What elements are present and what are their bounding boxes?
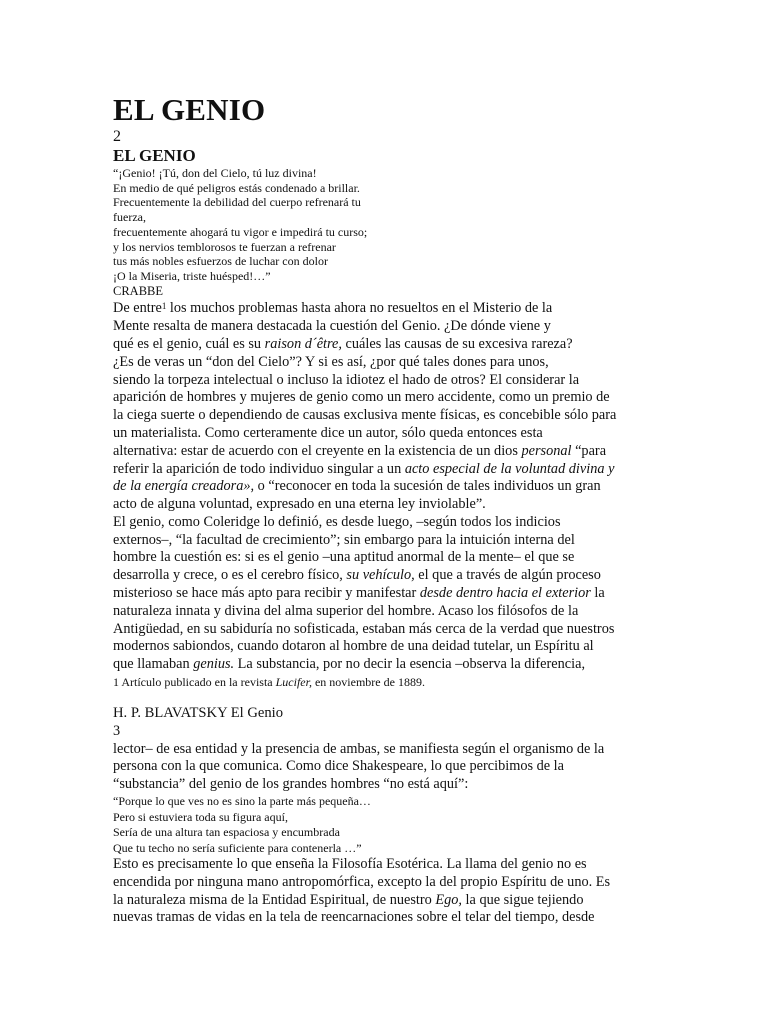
poem-line: Que tu techo no sería suficiente para contenerla …” <box>113 840 362 855</box>
footnote <box>113 674 653 690</box>
text: De entre <box>113 300 162 317</box>
text-line: nuevas tramas de vidas en la tela de reencarnaciones sobre el telar del tiempo, desde <box>113 909 595 926</box>
poem-line: tus más nobles esfuerzos de luchar con dolor <box>113 254 328 269</box>
poem-line: frecuentemente ahogará tu vigor e impedirá tu curso; <box>113 224 368 239</box>
text: misterioso se hace más apto para recibir y manifestar <box>113 585 420 602</box>
text-line: Esto es precisamente lo que enseña la Filosofía Esotérica. La llama del genio no es <box>113 856 587 873</box>
text-line: Mente resalta de manera destacada la cuestión del Genio. ¿De dónde viene y <box>113 318 551 335</box>
text-line: externos–, “la facultad de crecimiento”; sin embargo para la intuición interna del <box>113 531 575 548</box>
quoted-poem <box>113 794 653 856</box>
text: cuáles las causas de su excesiva rareza? <box>341 335 573 352</box>
text-line: la ciega suerte o dependiendo de causas exclusiva mente físicas, es concebible sólo para <box>113 407 617 424</box>
section-title: EL GENIO <box>113 146 196 165</box>
text-line: lector– de esa entidad y la presencia de ambas, se manifiesta según el organismo de la <box>113 740 605 757</box>
text: que llamaban <box>113 656 194 673</box>
italic-text: personal <box>521 442 572 459</box>
document-page <box>113 92 653 927</box>
text-line: aparición de hombres y mujeres de genio como un mero accidente, como un premio de <box>113 389 610 406</box>
poem-line: ¡O la Miseria, triste huésped!…” <box>113 268 271 283</box>
paragraph-1 <box>113 298 653 514</box>
text-line: El genio, como Coleridge lo definió, es desde luego, –según todos los indicios <box>113 513 561 530</box>
text: desarrolla y crece, o es el cerebro físico, <box>113 567 347 584</box>
text-line: un materialista. Como certeramente dice un autor, sólo queda entonces esta <box>113 424 543 441</box>
text-line: persona con la que comunica. Como dice Shakespeare, lo que percibimos de la <box>113 758 564 775</box>
paragraph-4 <box>113 856 653 927</box>
text: el que a través de algún proceso <box>414 567 601 584</box>
paragraph-3 <box>113 741 653 794</box>
poem-line: “¡Genio! ¡Tú, don del Cielo, tú luz divina! <box>113 166 317 180</box>
italic-text: acto especial de la voluntad divina y <box>404 460 615 477</box>
text: la que sigue tejiendo <box>461 891 584 908</box>
poem-line: y los nervios temblorosos te fuerzan a refrenar <box>113 239 336 254</box>
poem-line: Pero si estuviera toda su figura aquí, <box>113 809 288 824</box>
text: referir la aparición de todo individuo singular a un <box>113 460 405 477</box>
text: la <box>590 585 605 602</box>
page-number: 2 <box>113 128 121 145</box>
text: los muchos problemas hasta ahora no resueltos en el Misterio de la <box>166 300 553 317</box>
italic-text: su vehículo, <box>346 567 415 584</box>
italic-text: Lucifer, <box>275 675 312 690</box>
text-line: naturaleza innata y divina del alma superior del hombre. Acaso los filósofos de la <box>113 602 579 619</box>
italic-text: Ego, <box>435 891 462 908</box>
italic-text: raison d´être, <box>264 335 342 352</box>
poem-line: fuerza, <box>113 210 146 225</box>
poem-line: “Porque lo que ves no es sino la parte más pequeña… <box>113 794 371 809</box>
text: o “reconocer en toda la sucesión de tales individuos un gran <box>254 478 601 495</box>
poem-line: Sería de una altura tan espaciosa y encumbrada <box>113 825 340 840</box>
text: la naturaleza misma de la Entidad Espiritual, de nuestro <box>113 891 436 908</box>
footnote-ref[interactable]: 1 <box>161 301 167 312</box>
text-line: “substancia” del genio de los grandes hombres “no está aquí”: <box>113 776 469 793</box>
document-title: EL GENIO <box>113 92 266 127</box>
text-line: encendida por ninguna mano antropomórfica, excepto la del propio Espíritu de uno. Es <box>113 873 611 890</box>
italic-text: desde dentro hacia el exterior <box>419 585 591 602</box>
text: La substancia, por no decir la esencia –observa la diferencia, <box>234 656 586 673</box>
text-line: siendo la torpeza intelectual o incluso la idiotez el hado de otros? El considerar la <box>113 371 580 388</box>
epigraph-attribution: CRABBE <box>113 283 164 298</box>
epigraph-poem <box>113 166 653 284</box>
text-line: Antigüedad, en su sabiduría no sofisticada, estaban más cerca de la verdad que nuestros <box>113 620 615 637</box>
text: alternativa: estar de acuerdo con el creyente en la existencia de un dios <box>113 442 522 459</box>
italic-text: de la energía creadora», <box>113 478 255 495</box>
paragraph-2 <box>113 514 653 674</box>
text: Artículo publicado en la revista <box>119 675 276 690</box>
text-line: ¿Es de veras un “don del Cielo”? Y si es así, ¿por qué tales dones para unos, <box>113 353 549 370</box>
text-line: acto de alguna voluntad, expresado en una eterna ley inviolable”. <box>113 496 486 513</box>
text: qué es el genio, cuál es su <box>113 335 265 352</box>
footnote-number: 1 <box>113 675 119 690</box>
text: en noviembre de 1889. <box>311 675 425 690</box>
text-line: hombre la cuestión es: si es el genio –una aptitud anormal de la mente– el que se <box>113 549 575 566</box>
text: “para <box>571 442 607 459</box>
text-line: modernos sabiondos, cuando dotaron al hombre de una deidad tutelar, un Espíritu al <box>113 638 594 655</box>
poem-line: En medio de qué peligros estás condenado a brillar. <box>113 180 360 195</box>
page-number: 3 <box>113 722 121 739</box>
italic-text: genius. <box>193 656 235 673</box>
running-header: H. P. BLAVATSKY El Genio <box>113 705 284 722</box>
poem-line: Frecuentemente la debilidad del cuerpo refrenará tu <box>113 195 361 210</box>
